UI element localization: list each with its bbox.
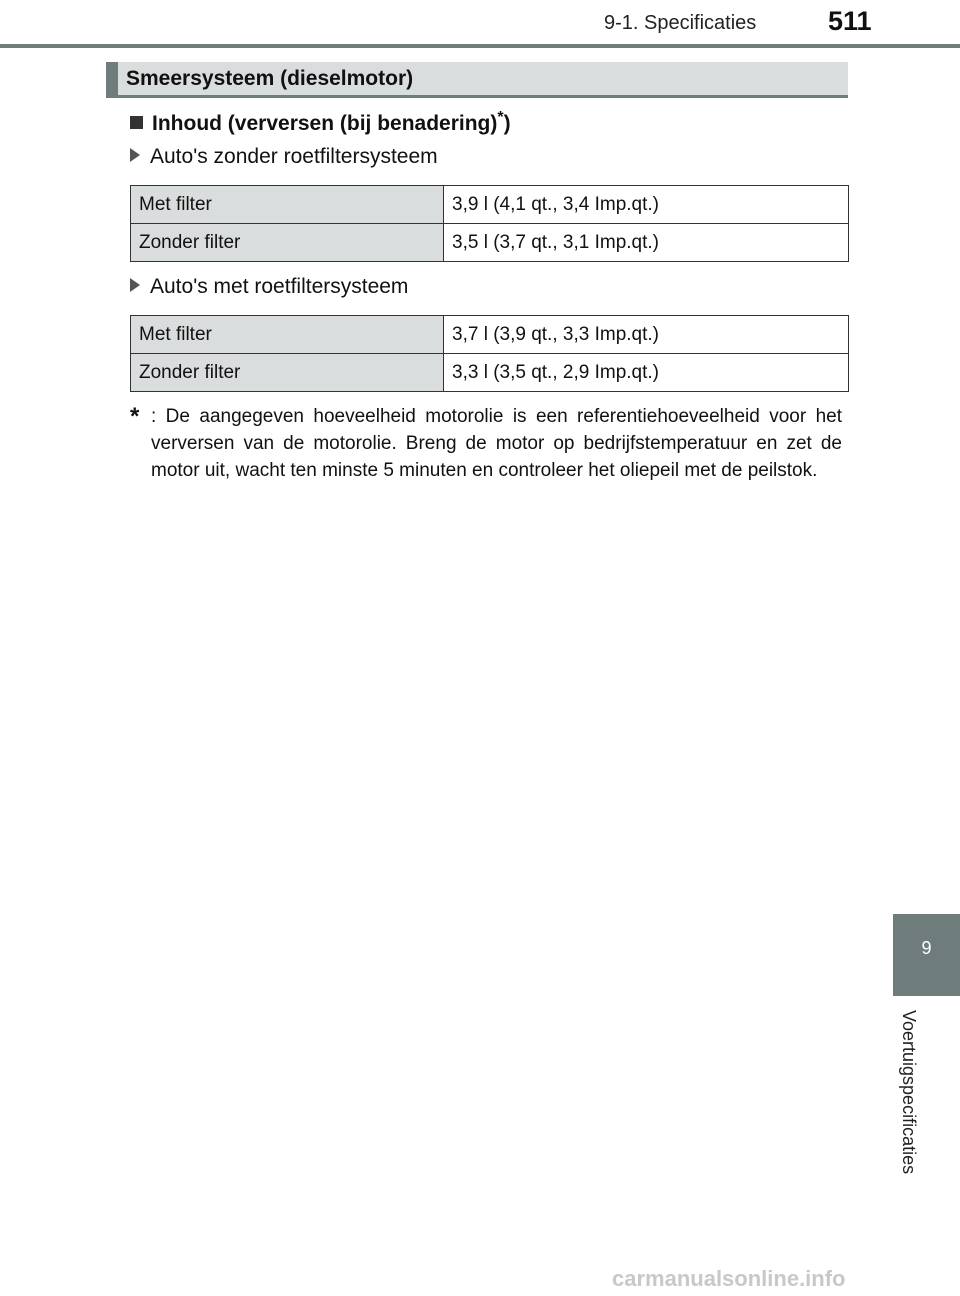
triangle-bullet-icon [130,148,140,162]
page-number: 511 [828,6,872,36]
table-cell-label: Met filter [131,316,444,354]
spec-table-with-dpf [130,315,849,392]
table-cell-value: 3,9 l (4,1 qt., 3,4 Imp.qt.) [444,186,849,224]
group-heading-text: Auto's zonder roetfiltersysteem [150,145,438,168]
group-heading-with-dpf [130,275,408,299]
section-heading-box [106,62,848,98]
table-cell-value: 3,7 l (3,9 qt., 3,3 Imp.qt.) [444,316,849,354]
watermark: carmanualsonline.info [612,1266,846,1291]
section-accent-bar [106,62,118,95]
chapter-label [898,1010,922,1200]
table-cell-label: Zonder filter [131,354,444,392]
spec-table-no-dpf [130,185,849,262]
capacity-heading [130,109,511,136]
table-row [131,354,849,392]
footnote-text: : De aangegeven hoeveelheid motorolie is een referentiehoeveelheid voor het verversen van de motorolie. Breng de motor op bedrijfstemperatuur en zet de motor uit, wacht ten minste 5 minuten en controleer het oliepeil met de peilstok. [151,406,842,481]
table-cell-label: Zonder filter [131,224,444,262]
group-heading-text: Auto's met roetfiltersysteem [150,275,409,298]
table-cell-value: 3,5 l (3,7 qt., 3,1 Imp.qt.) [444,224,849,262]
table-cell-value: 3,3 l (3,5 qt., 2,9 Imp.qt.) [444,354,849,392]
square-bullet-icon [130,116,143,129]
capacity-heading-text: Inhoud (verversen (bij benadering) [152,112,498,135]
triangle-bullet-icon [130,278,140,292]
capacity-heading-close: ) [503,112,511,135]
chapter-label-text: Voertuigspecificaties [899,1010,919,1175]
footnote-star: * [130,403,140,430]
table-row [131,316,849,354]
table-cell-label: Met filter [131,186,444,224]
section-title: Smeersysteem (dieselmotor) [126,67,414,90]
running-header-title: 9-1. Specificaties [604,12,757,34]
chapter-tab [893,914,960,996]
group-heading-no-dpf [130,145,438,169]
chapter-number: 9 [921,938,932,958]
table-row [131,224,849,262]
table-row [131,186,849,224]
header-divider [0,44,960,48]
footnote-marker: * [497,109,504,126]
footnote [130,403,842,484]
